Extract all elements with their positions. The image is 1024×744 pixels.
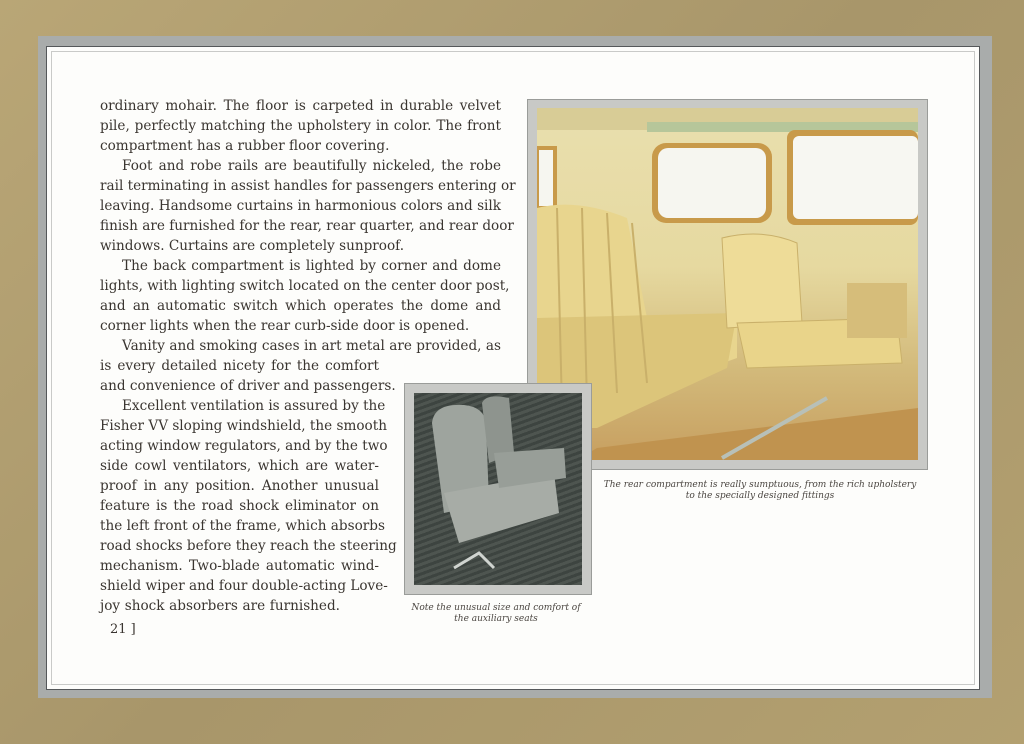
- text-line: road shocks before they reach the steering: [100, 538, 397, 554]
- text-line: shield wiper and four double-acting Love-: [100, 578, 388, 594]
- auxiliary-seats-photo: [414, 393, 582, 585]
- caption-line: The rear compartment is really sumptuous, from the rich upholstery: [603, 480, 917, 490]
- text-line: and convenience of driver and passengers.: [100, 378, 396, 394]
- text-line: finish are furnished for the rear, rear quarter, and rear door: [100, 218, 514, 234]
- text-line: The back compartment is lighted by corner and dome: [122, 258, 501, 274]
- page-number: 21 ]: [110, 622, 136, 637]
- rear-compartment-photo: [537, 108, 918, 460]
- text-line: Excellent ventilation is assured by the: [122, 398, 386, 414]
- rear-compartment-caption: [590, 480, 930, 502]
- text-line: the left front of the frame, which absorbs: [100, 518, 385, 534]
- text-line: lights, with lighting switch located on the center door post,: [100, 278, 510, 294]
- caption-line: to the specially designed fittings: [685, 491, 835, 501]
- text-line: is every detailed nicety for the comfort: [100, 358, 379, 374]
- text-line: ordinary mohair. The floor is carpeted in durable velvet: [100, 98, 501, 114]
- text-line: Fisher VV sloping windshield, the smooth: [100, 418, 387, 434]
- text-line: leaving. Handsome curtains in harmonious colors and silk: [100, 198, 501, 214]
- text-line: windows. Curtains are completely sunproof.: [100, 238, 405, 254]
- text-line: mechanism. Two-blade automatic wind-: [100, 558, 379, 574]
- text-line: corner lights when the rear curb-side door is opened.: [100, 318, 470, 334]
- text-line: acting window regulators, and by the two: [100, 438, 388, 454]
- text-line: rail terminating in assist handles for passengers entering or: [100, 178, 516, 194]
- text-line: proof in any position. Another unusual: [100, 478, 379, 494]
- text-line: and an automatic switch which operates the dome and: [100, 298, 501, 314]
- text-line: pile, perfectly matching the upholstery in color. The front: [100, 118, 501, 134]
- caption-line: the auxiliary seats: [454, 614, 538, 624]
- auxiliary-seats-caption: [400, 603, 592, 625]
- text-line: side cowl ventilators, which are water-: [100, 458, 379, 474]
- text-line: Vanity and smoking cases in art metal are provided, as: [122, 338, 501, 354]
- caption-line: Note the unusual size and comfort of: [411, 603, 581, 613]
- text-line: joy shock absorbers are furnished.: [100, 598, 340, 614]
- text-line: Foot and robe rails are beautifully nickeled, the robe: [122, 158, 501, 174]
- text-line: feature is the road shock eliminator on: [100, 498, 379, 514]
- text-line: compartment has a rubber floor covering.: [100, 138, 390, 154]
